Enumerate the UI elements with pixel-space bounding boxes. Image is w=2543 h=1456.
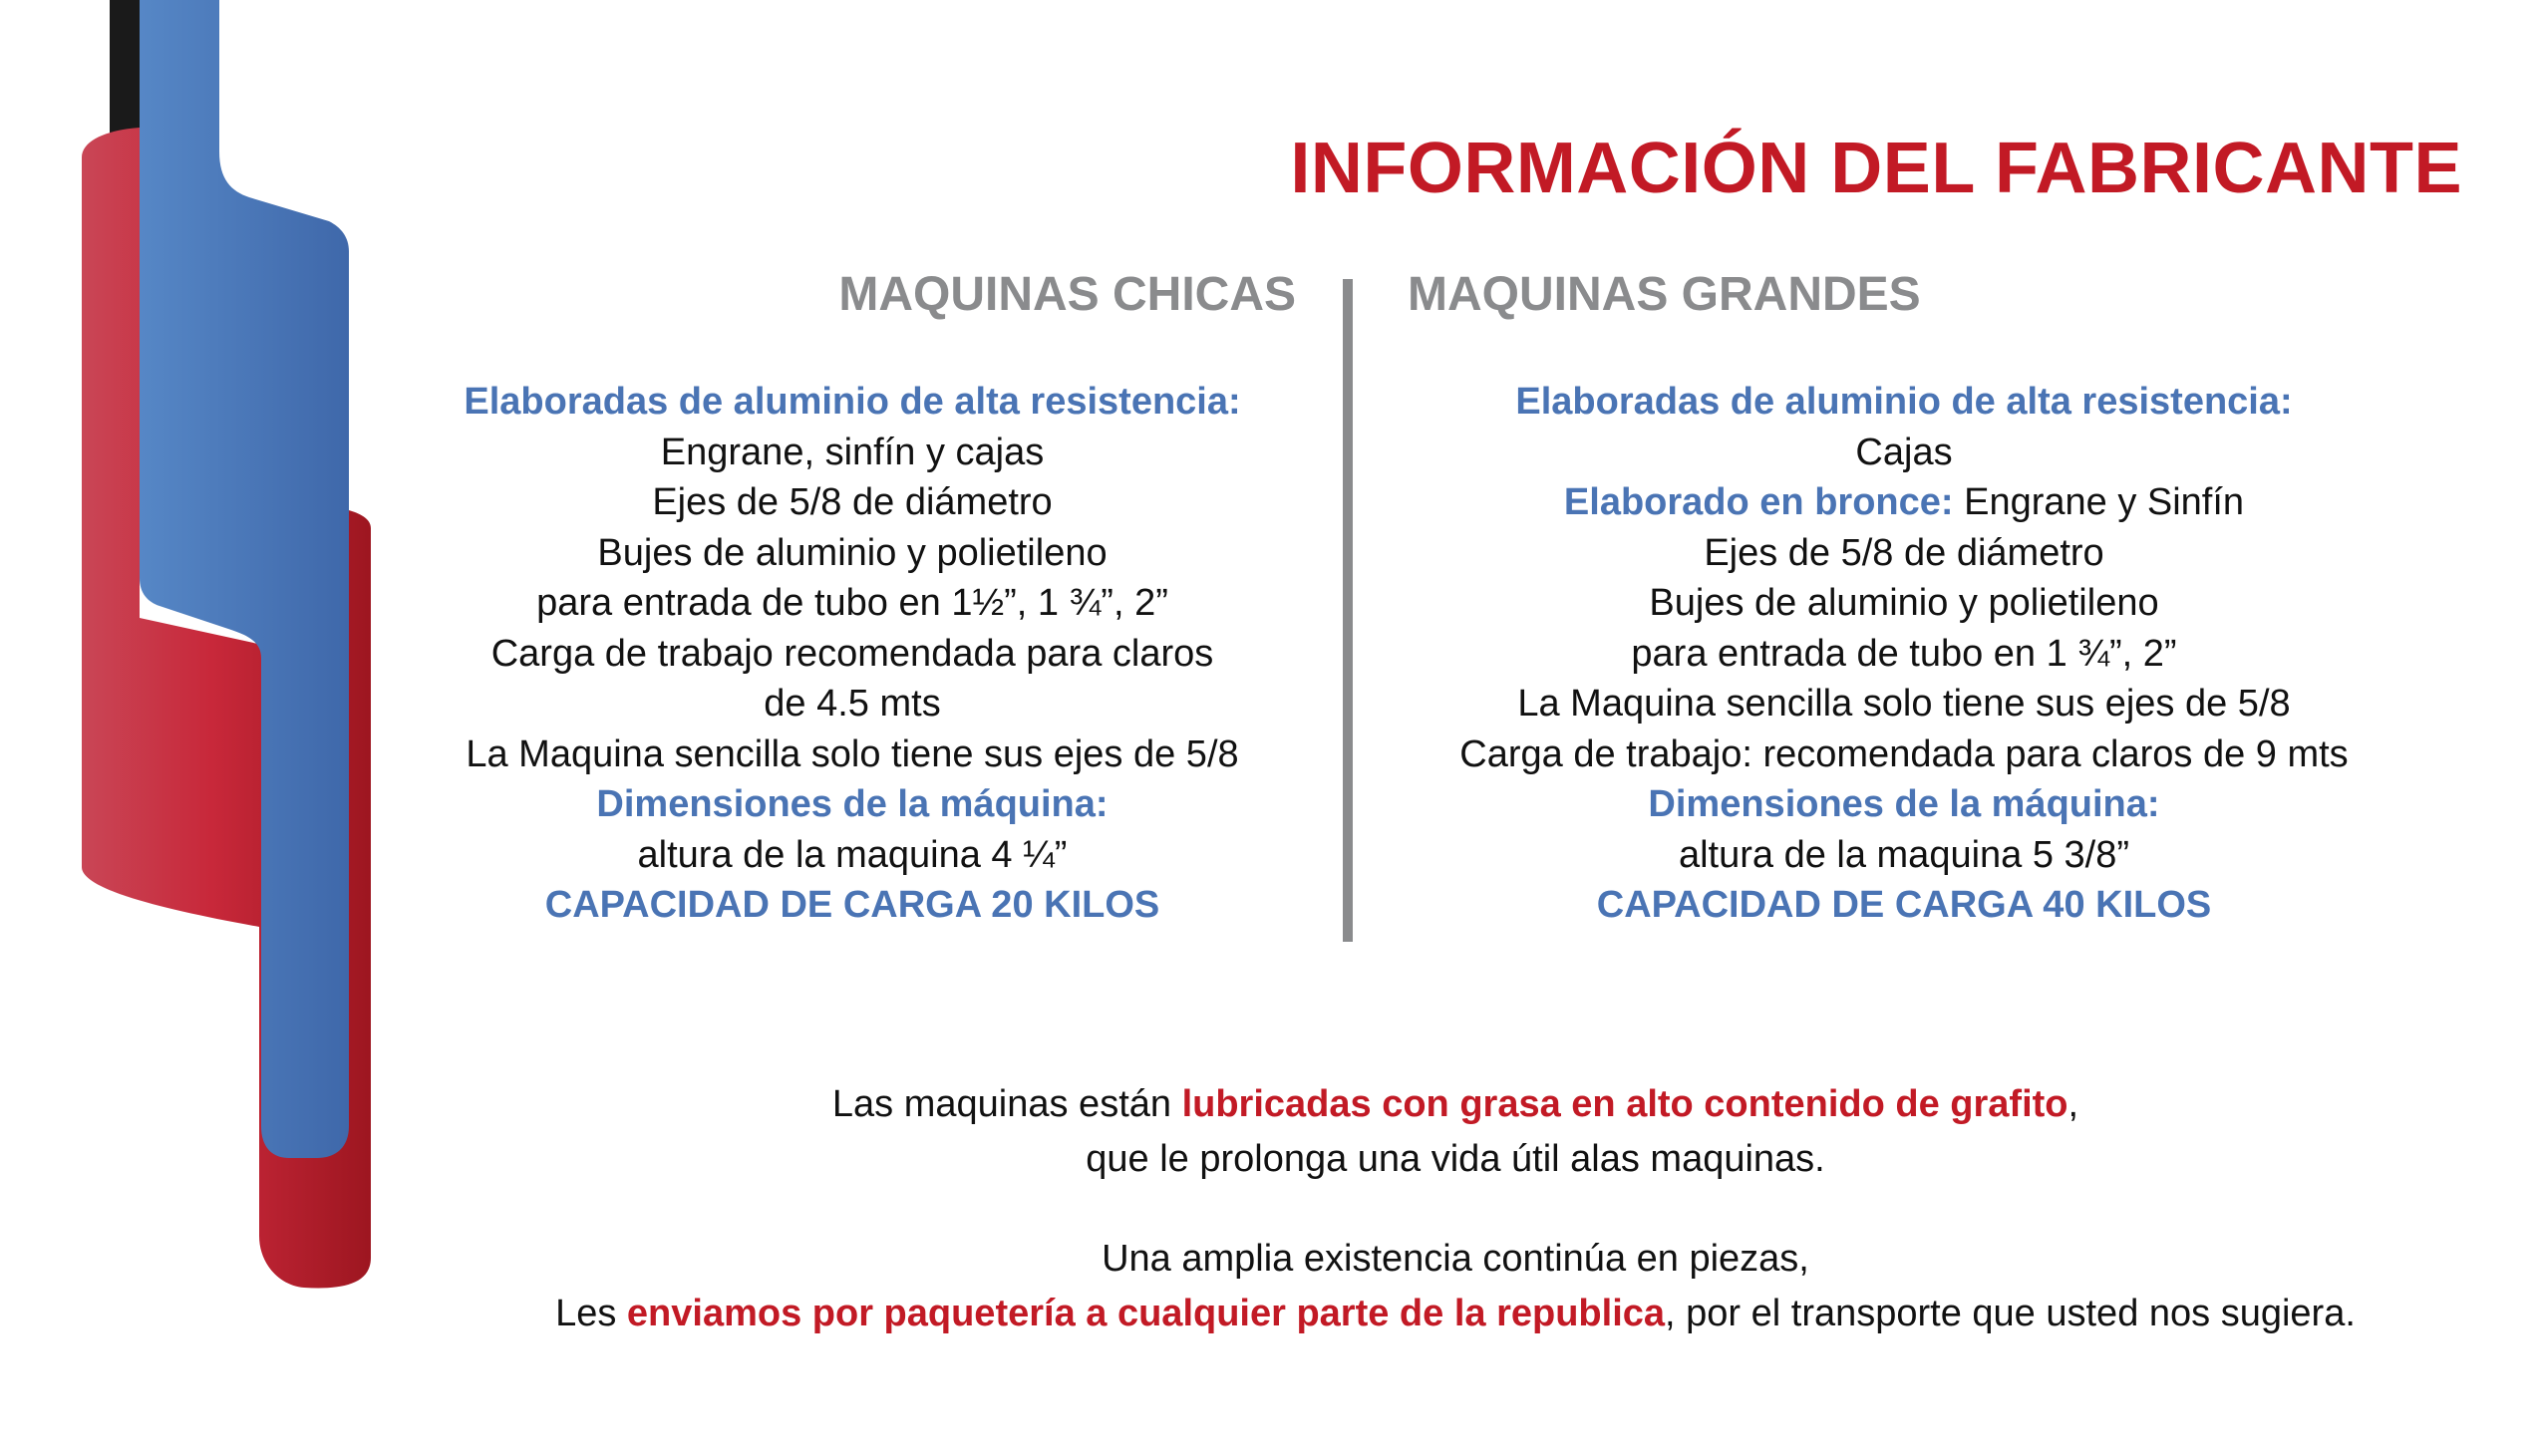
material-label: Elaboradas de aluminio de alta resistencia: (464, 381, 1241, 423)
material-parts: Cajas (1855, 431, 1953, 473)
load-spec-line-2: de 4.5 mts (764, 683, 941, 725)
single-machine-spec: La Maquina sencilla solo tiene sus ejes de 5/8 (1517, 683, 2291, 725)
height-spec: altura de la maquina 4 ¼” (637, 833, 1068, 876)
lubrication-prefix: Las maquinas están (831, 1083, 1182, 1125)
lubrication-highlight: lubricadas con grasa en alto contenido de grafito (1181, 1083, 2068, 1125)
dimensions-label: Dimensiones de la máquina: (1648, 783, 2160, 825)
bronze-spec (1376, 477, 2432, 528)
ribbon-blue-band (140, 0, 349, 1158)
load-spec: Carga de trabajo: recomendada para claros de 9 mts (1459, 732, 2349, 775)
large-machines-heading: MAQUINAS GRANDES (1408, 268, 1921, 321)
axles-spec: Ejes de 5/8 de diámetro (652, 481, 1053, 523)
bronze-parts: Engrane y Sinfín (1953, 481, 2245, 523)
page-title: INFORMACIÓN DEL FABRICANTE (1290, 129, 2462, 208)
lubrication-line-2: que le prolonga una vida útil alas maquinas. (1086, 1138, 1825, 1180)
decorative-ribbon-graphic (0, 0, 419, 1456)
column-divider (1343, 279, 1353, 942)
shipping-highlight: enviamos por paquetería a cualquier parte de la republica (626, 1293, 1666, 1334)
material-parts: Engrane, sinfín y cajas (660, 431, 1045, 473)
load-spec-line-1: Carga de trabajo recomendada para claros (490, 632, 1214, 675)
stock-line: Una amplia existencia continúa en piezas, (1102, 1238, 1809, 1280)
axles-spec: Ejes de 5/8 de diámetro (1704, 531, 2104, 574)
dimensions-label: Dimensiones de la máquina: (596, 783, 1109, 825)
load-capacity: CAPACIDAD DE CARGA 20 KILOS (544, 884, 1160, 926)
bushings-spec: Bujes de aluminio y polietileno (597, 531, 1108, 574)
tube-entry-spec: para entrada de tubo en 1½”, 1 ¾”, 2” (536, 582, 1168, 624)
lubrication-line-1 (419, 1077, 2492, 1132)
shipping-line (419, 1287, 2492, 1341)
single-machine-spec: La Maquina sencilla solo tiene sus ejes de 5/8 (466, 732, 1239, 775)
bushings-spec: Bujes de aluminio y polietileno (1649, 582, 2159, 624)
lubrication-suffix: , (2067, 1083, 2079, 1125)
lubrication-note (419, 1077, 2492, 1187)
shipping-suffix: , por el transporte que usted nos sugiera. (1665, 1293, 2356, 1334)
shipping-note (419, 1232, 2492, 1341)
small-machines-heading: MAQUINAS CHICAS (838, 268, 1296, 321)
shipping-prefix: Les (555, 1293, 627, 1334)
large-machines-specs (1376, 377, 2432, 931)
tube-entry-spec: para entrada de tubo en 1 ¾”, 2” (1631, 632, 2177, 675)
height-spec: altura de la maquina 5 3/8” (1678, 833, 2130, 876)
bronze-label: Elaborado en bronce: (1563, 481, 1954, 523)
material-label: Elaboradas de aluminio de alta resistencia: (1515, 381, 2293, 423)
load-capacity: CAPACIDAD DE CARGA 40 KILOS (1596, 884, 2212, 926)
small-machines-specs (379, 377, 1326, 931)
ribbon-black-strip (110, 0, 140, 145)
